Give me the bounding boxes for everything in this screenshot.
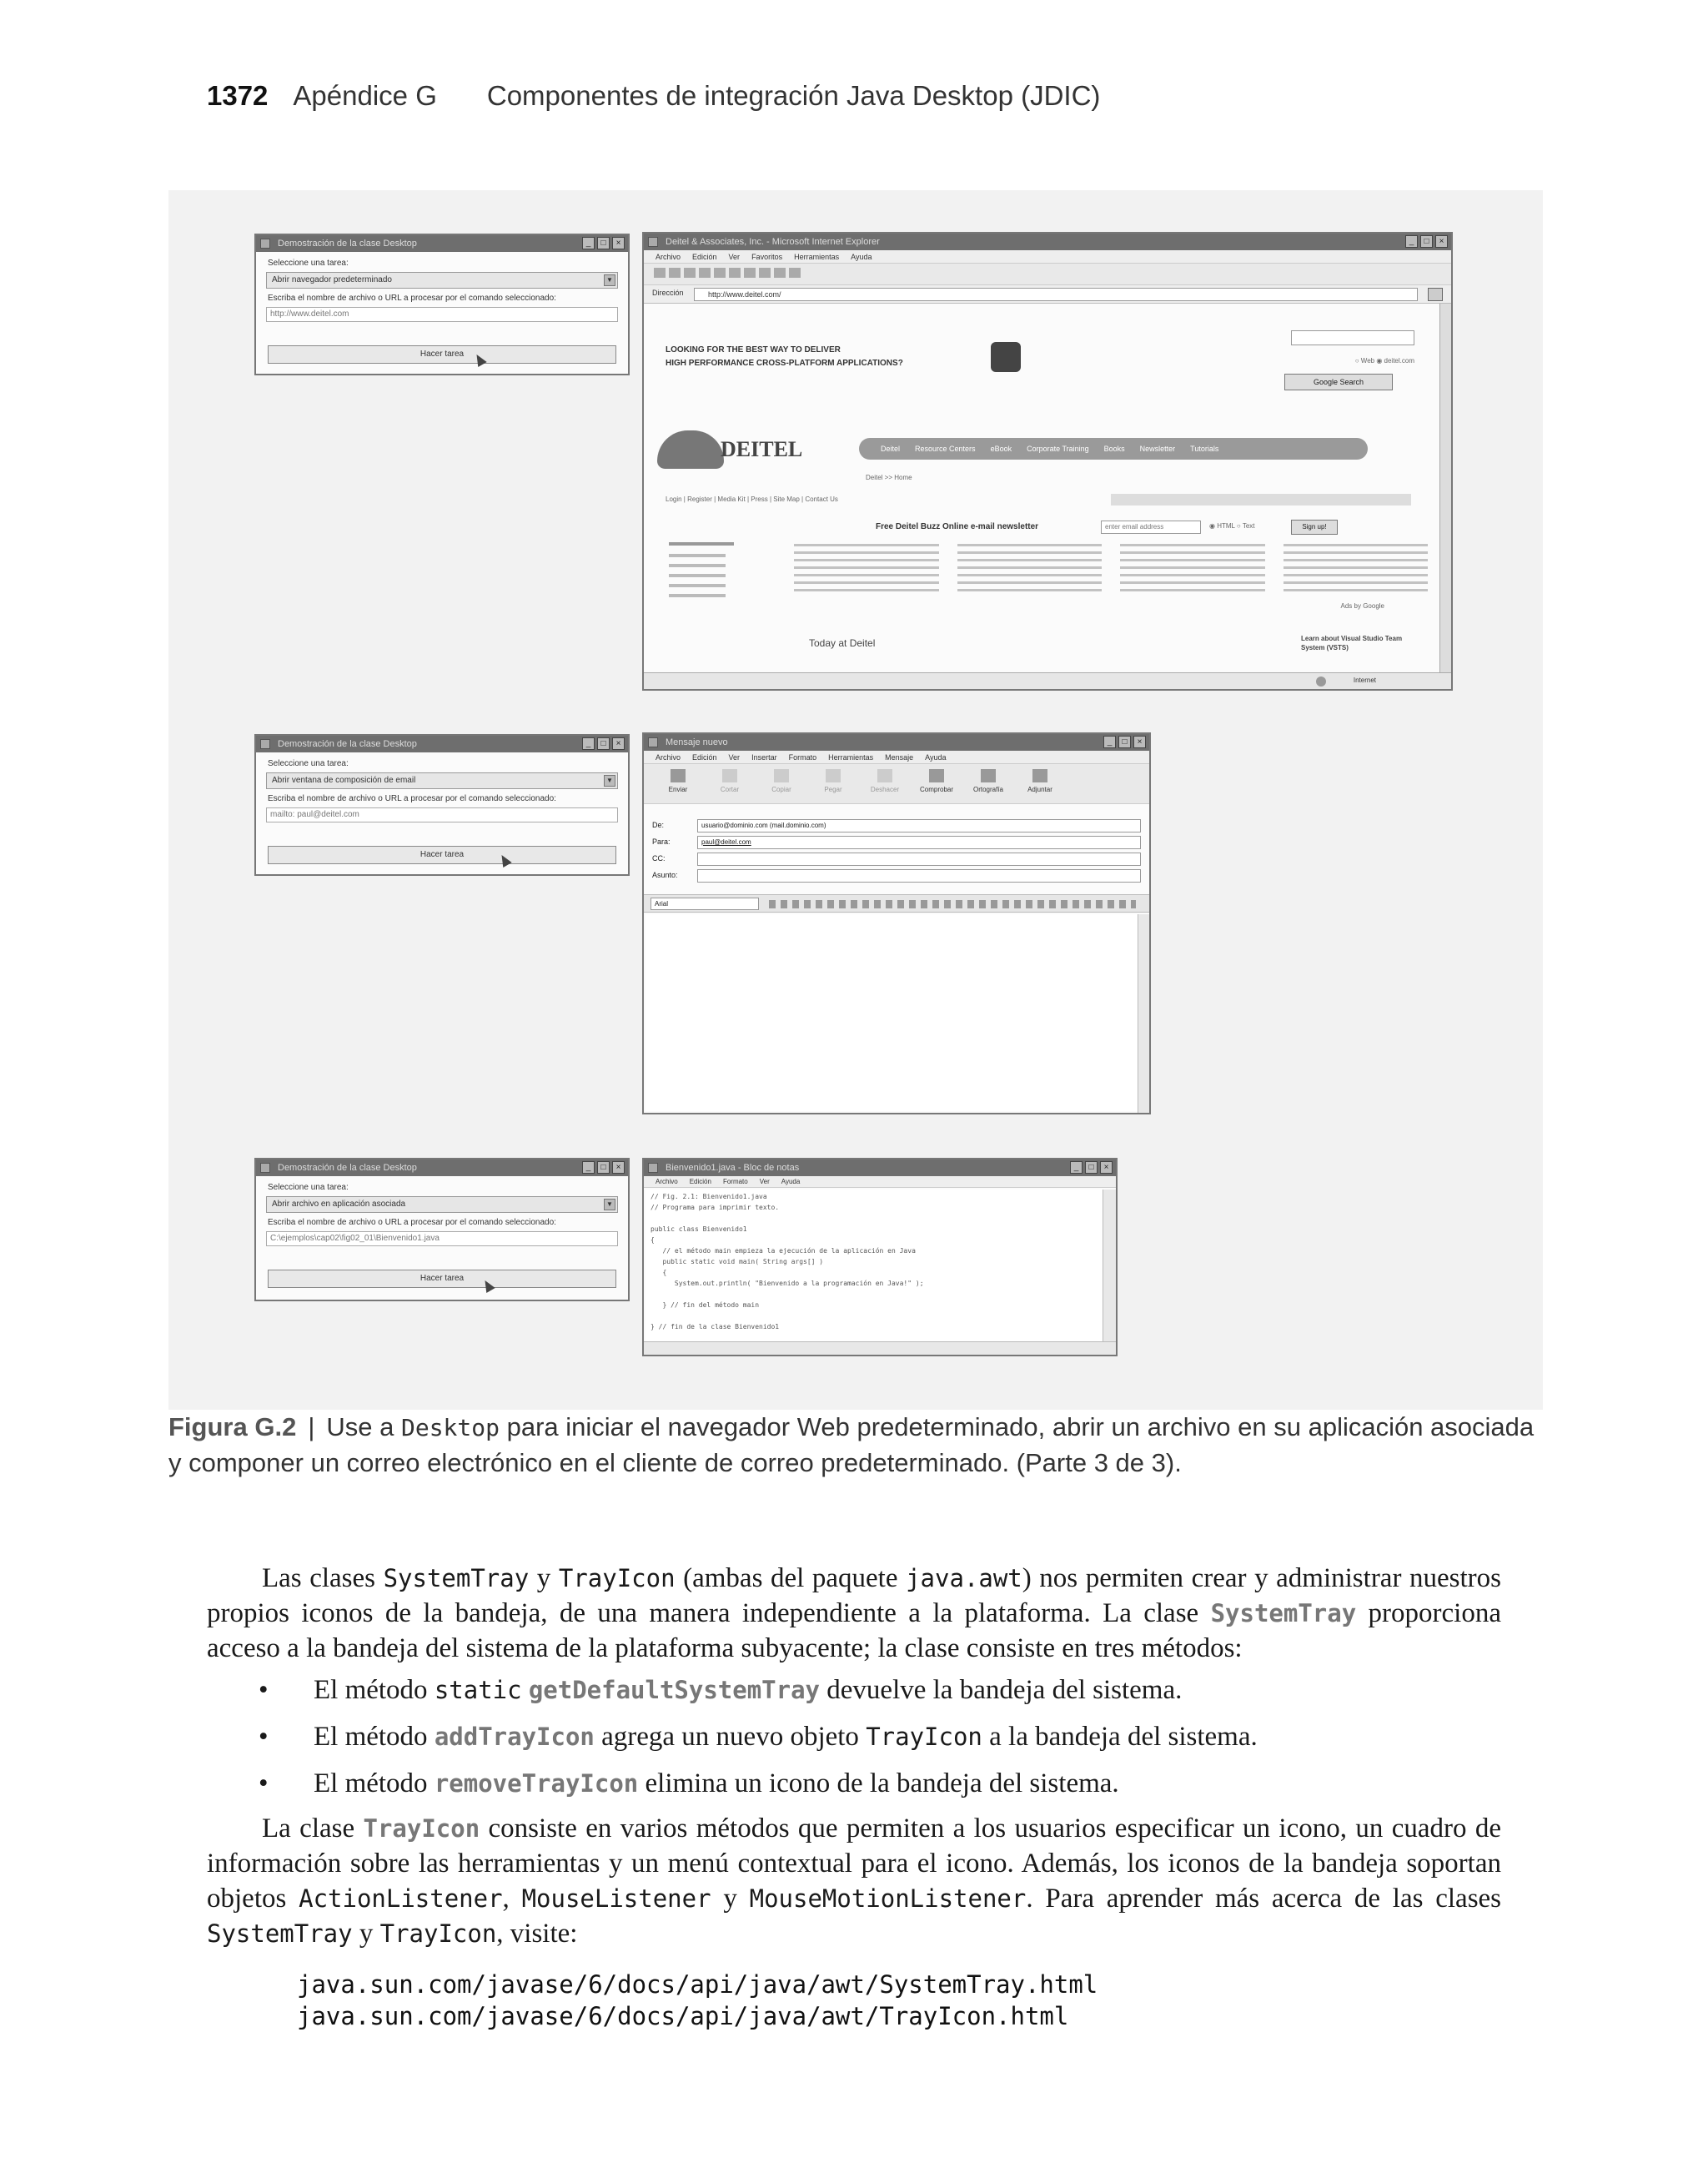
maximize-icon[interactable]: □ [597, 237, 610, 249]
google-ads-row [794, 544, 1428, 594]
vertical-scrollbar[interactable] [1138, 914, 1149, 1113]
menu-favoritos[interactable]: Favoritos [751, 253, 783, 261]
send-icon [671, 769, 686, 782]
caption-separator: | [308, 1412, 315, 1441]
top-links[interactable]: Login | Register | Media Kit | Press | Site Map | Contact Us [666, 495, 838, 503]
close-icon[interactable]: × [1100, 1161, 1113, 1174]
favorites-icon[interactable] [744, 268, 756, 278]
menu-archivo[interactable]: Archivo [656, 1178, 678, 1185]
deitel-logo: DEITEL [721, 437, 803, 461]
close-icon[interactable]: × [1435, 235, 1448, 248]
format-toolbar [644, 894, 1149, 913]
code-line: // el método main empieza la ejecución de la aplicación en Java [651, 1247, 916, 1255]
headline-1: LOOKING FOR THE BEST WAY TO DELIVER [666, 345, 841, 355]
cc-field[interactable] [697, 853, 1141, 866]
file-input[interactable]: http://www.deitel.com [266, 307, 618, 322]
maximize-icon[interactable]: □ [1085, 1161, 1098, 1174]
address-bar [644, 285, 1451, 304]
mail-compose-window [642, 732, 1151, 1114]
back-icon[interactable] [654, 268, 666, 278]
chevron-down-icon: ▼ [604, 775, 615, 787]
product-logo-icon [991, 342, 1021, 372]
close-icon[interactable]: × [612, 1161, 625, 1174]
code-line: public class Bienvenido1 [651, 1225, 747, 1233]
undo-button[interactable]: Deshacer [862, 764, 907, 803]
address-input[interactable]: http://www.deitel.com/ [694, 288, 1418, 301]
menu-ayuda[interactable]: Ayuda [925, 753, 947, 762]
message-body[interactable] [646, 914, 1138, 1111]
browser-window [642, 232, 1453, 691]
minimize-icon[interactable]: _ [582, 237, 595, 249]
stop-icon[interactable] [684, 268, 696, 278]
menu-ayuda[interactable]: Ayuda [781, 1178, 801, 1185]
task-combo[interactable]: Abrir navegador predeterminado ▼ [266, 272, 618, 289]
browser-menubar [644, 250, 1451, 264]
menu-ver[interactable]: Ver [759, 1178, 770, 1185]
do-task-button[interactable]: Hacer tarea [268, 846, 616, 864]
notepad-titlebar: Bienvenido1.java - Bloc de notas _ □ × [644, 1159, 1116, 1176]
list-item: • El método addTrayIcon agrega un nuevo objeto TrayIcon a la bandeja del sistema. [259, 1722, 1258, 1752]
mail-titlebar: Mensaje nuevo _ □ × [644, 734, 1149, 751]
paragraph-trayicon: La clase TrayIcon consiste en varios métodos que permiten a los usuarios especificar un icono, un cuadro de información sobre las herramientas y un menú contextual para el icono. Además, los iconos de la bandeja soportan objetos ActionListener, MouseListener y MouseMotionListener. Para aprender más acerca de las clases SystemTray y TrayIcon, visite: [207, 1813, 1502, 1949]
search-icon[interactable] [729, 268, 741, 278]
horizontal-scrollbar[interactable] [644, 1341, 1116, 1355]
minimize-icon[interactable]: _ [582, 737, 595, 750]
history-icon[interactable] [759, 268, 771, 278]
forward-icon[interactable] [669, 268, 681, 278]
notepad-menubar [644, 1176, 1116, 1188]
menu-formato[interactable]: Formato [788, 753, 817, 762]
ads-by-google-label: Ads by Google [1340, 602, 1384, 610]
task-label: Seleccione una tarea: [268, 259, 349, 268]
minimize-icon[interactable]: _ [1405, 235, 1418, 248]
figure-label: Figura G.2 [168, 1412, 297, 1441]
close-icon[interactable]: × [612, 737, 625, 750]
trayicon-doc-url[interactable]: java.sun.com/javase/6/docs/api/java/awt/TrayIcon.html [297, 2002, 1069, 2030]
dialog-titlebar: Demostración de la clase Desktop _ □ × [256, 736, 628, 752]
menu-insertar[interactable]: Insertar [751, 753, 777, 762]
maximize-icon[interactable]: □ [1118, 736, 1131, 748]
minimize-icon[interactable]: _ [1103, 736, 1116, 748]
menu-ver[interactable]: Ver [728, 753, 741, 762]
appendix-label: Apéndice G [293, 80, 437, 111]
menu-herramientas[interactable]: Herramientas [794, 253, 840, 261]
figure-caption: Figura G.2 | Use a Desktop para iniciar el navegador Web predeterminado, abrir un archivo en su aplicación asociada y componer un correo electrónico en el cliente de correo predeterminado. (Parte 3 de 3). [168, 1412, 1535, 1477]
cc-label: CC: [652, 854, 666, 863]
menu-formato[interactable]: Formato [722, 1178, 748, 1185]
desktop-dialog-1 [254, 234, 630, 375]
code-line [651, 1289, 1098, 1300]
task-label: Seleccione una tarea: [268, 1183, 349, 1192]
java-app-icon [260, 739, 270, 749]
file-label: Escriba el nombre de archivo o URL a procesar por el comando seleccionado: [268, 1218, 556, 1227]
attach-button[interactable]: Adjuntar [1017, 764, 1062, 803]
code-editor[interactable] [646, 1190, 1103, 1341]
file-input[interactable]: mailto: paul@deitel.com [266, 807, 618, 822]
chevron-down-icon: ▼ [604, 1199, 615, 1210]
copy-button[interactable]: Copiar [759, 764, 804, 803]
globe-icon [1316, 677, 1326, 687]
check-names-icon [929, 769, 944, 782]
code-line [651, 1213, 1098, 1224]
menu-edicion[interactable]: Edición [692, 253, 717, 261]
chevron-down-icon: ▼ [604, 274, 615, 286]
nav-deitel[interactable]: Deitel [881, 445, 901, 453]
task-label: Seleccione una tarea: [268, 759, 349, 768]
paste-button[interactable]: Pegar [811, 764, 856, 803]
spelling-icon [981, 769, 996, 782]
nav-resource-centers[interactable]: Resource Centers [915, 445, 976, 453]
minimize-icon[interactable]: _ [1070, 1161, 1083, 1174]
do-task-button[interactable]: Hacer tarea [268, 345, 616, 364]
from-label: De: [652, 821, 665, 829]
breadcrumb[interactable]: Deitel >> Home [866, 474, 912, 481]
desktop-dialog-2 [254, 734, 630, 876]
send-button[interactable]: Enviar [656, 764, 701, 803]
vertical-scrollbar[interactable] [1103, 1190, 1116, 1341]
task-combo[interactable]: Abrir archivo en aplicación asociada ▼ [266, 1196, 618, 1213]
google-search-input[interactable] [1291, 330, 1414, 345]
dialog-titlebar: Demostración de la clase Desktop _ □ × [256, 235, 628, 252]
running-header [207, 80, 1100, 112]
java-app-icon [260, 239, 270, 249]
newsletter-email-input[interactable]: enter email address [1101, 521, 1201, 534]
undo-icon [877, 769, 892, 782]
notepad-icon [648, 1163, 658, 1173]
today-heading: Today at Deitel [809, 637, 876, 649]
format-options[interactable]: ◉ HTML ○ Text [1209, 522, 1255, 530]
menu-ayuda[interactable]: Ayuda [851, 253, 872, 261]
menu-archivo[interactable]: Archivo [656, 253, 681, 261]
code-line: } // fin de la clase Bienvenido1 [651, 1323, 780, 1330]
cut-button[interactable]: Cortar [707, 764, 752, 803]
home-icon[interactable] [714, 268, 726, 278]
chapter-title: Componentes de integración Java Desktop (JDIC) [486, 80, 1101, 111]
code-line [651, 1310, 1098, 1321]
refresh-icon[interactable] [699, 268, 711, 278]
menu-ver[interactable]: Ver [728, 253, 741, 261]
menu-herramientas[interactable]: Herramientas [828, 753, 874, 762]
formatting-icons[interactable] [769, 900, 1136, 908]
site-nav-bar [859, 438, 1368, 460]
code-line: } // fin del método main [651, 1301, 760, 1309]
mail-menubar [644, 751, 1149, 764]
menu-edicion[interactable]: Edición [689, 1178, 711, 1185]
spelling-button[interactable]: Ortografía [966, 764, 1011, 803]
menu-edicion[interactable]: Edición [692, 753, 717, 762]
from-field[interactable]: usuario@dominio.com (mail.dominio.com) [697, 819, 1141, 832]
paperclip-icon [1032, 769, 1047, 782]
code-line: // Programa para imprimir texto. [651, 1204, 780, 1211]
close-icon[interactable]: × [612, 237, 625, 249]
mail-app-icon [648, 737, 658, 747]
do-task-button[interactable]: Hacer tarea [268, 1270, 616, 1288]
maximize-icon[interactable]: □ [1420, 235, 1433, 248]
to-field[interactable]: paul@deitel.com [697, 836, 1141, 849]
bug-logo-icon [657, 430, 724, 469]
status-bar [644, 672, 1451, 689]
mail-icon[interactable] [774, 268, 786, 278]
menu-mensaje[interactable]: Mensaje [885, 753, 914, 762]
code-line: public static void main( String args[] ) [651, 1258, 824, 1265]
desktop-dialog-3 [254, 1158, 630, 1301]
search-scope-options[interactable]: ○ Web ◉ deitel.com [1354, 357, 1414, 365]
file-input[interactable]: C:\ejemplos\cap02\fig02_01\Bienvenido1.java [266, 1231, 618, 1246]
browser-toolbar [644, 264, 1451, 285]
list-item: • El método static getDefaultSystemTray devuelve la bandeja del sistema. [259, 1675, 1183, 1705]
go-icon[interactable] [1428, 288, 1443, 301]
nav-newsletter[interactable]: Newsletter [1139, 445, 1176, 453]
file-label: Escriba el nombre de archivo o URL a procesar por el comando seleccionado: [268, 294, 556, 303]
site-icons-strip [1111, 494, 1411, 506]
list-item: • El método removeTrayIcon elimina un icono de la bandeja del sistema. [259, 1768, 1119, 1798]
menu-archivo[interactable]: Archivo [656, 753, 681, 762]
paste-icon [826, 769, 841, 782]
address-label: Dirección [652, 289, 684, 297]
headline-2: HIGH PERFORMANCE CROSS-PLATFORM APPLICATIONS? [666, 359, 903, 368]
close-icon[interactable]: × [1133, 736, 1146, 748]
newsletter-signup-button[interactable]: Sign up! [1291, 520, 1338, 535]
zone-label: Internet [1353, 677, 1376, 684]
browser-titlebar: Deitel & Associates, Inc. - Microsoft Internet Explorer _ □ × [644, 234, 1451, 250]
print-icon[interactable] [789, 268, 801, 278]
maximize-icon[interactable]: □ [597, 737, 610, 750]
vsts-promo[interactable]: Learn about Visual Studio Team System (VSTS) [1301, 635, 1403, 651]
ie-icon [648, 237, 658, 247]
desktop-class-name: Desktop [400, 1414, 500, 1441]
code-line: System.out.println( "Bienvenido a la programación en Java!" ); [651, 1280, 924, 1287]
copy-icon [774, 769, 789, 782]
paragraph-systemtray-intro: Las clases SystemTray y TrayIcon (ambas del paquete java.awt) nos permiten crear y administrar nuestros propios iconos de la bandeja, de una manera independiente a la plataforma. La clase SystemTray proporciona acceso a la bandeja del sistema de la plataforma subyacente; la clase consiste en tres métodos: [207, 1563, 1502, 1663]
page-number: 1372 [207, 80, 269, 111]
nav-ebook[interactable]: eBook [990, 445, 1012, 453]
file-label: Escriba el nombre de archivo o URL a procesar por el comando seleccionado: [268, 794, 556, 803]
subject-field[interactable] [697, 869, 1141, 883]
nav-books[interactable]: Books [1103, 445, 1125, 453]
task-combo[interactable]: Abrir ventana de composición de email ▼ [266, 772, 618, 789]
to-label: Para: [652, 837, 671, 846]
newsletter-heading: Free Deitel Buzz Online e-mail newsletter [876, 522, 1039, 531]
scissors-icon [722, 769, 737, 782]
code-line: // Fig. 2.1: Bienvenido1.java [651, 1193, 767, 1200]
notepad-window [642, 1158, 1118, 1356]
subject-label: Asunto: [652, 871, 678, 879]
ad-links-column [669, 542, 734, 609]
maximize-icon[interactable]: □ [597, 1161, 610, 1174]
nav-tutorials[interactable]: Tutorials [1190, 445, 1219, 453]
check-names-button[interactable]: Comprobar [914, 764, 959, 803]
code-line: { [651, 1236, 655, 1244]
vertical-scrollbar[interactable] [1439, 304, 1451, 674]
java-app-icon [260, 1163, 270, 1173]
nav-corporate-training[interactable]: Corporate Training [1027, 445, 1089, 453]
code-line: { [651, 1269, 667, 1276]
font-select[interactable]: Arial [651, 898, 759, 910]
google-search-button[interactable]: Google Search [1284, 374, 1393, 390]
dialog-titlebar: Demostración de la clase Desktop _ □ × [256, 1159, 628, 1176]
minimize-icon[interactable]: _ [582, 1161, 595, 1174]
mail-toolbar [644, 764, 1149, 804]
systemtray-doc-url[interactable]: java.sun.com/javase/6/docs/api/java/awt/SystemTray.html [297, 1970, 1098, 1999]
